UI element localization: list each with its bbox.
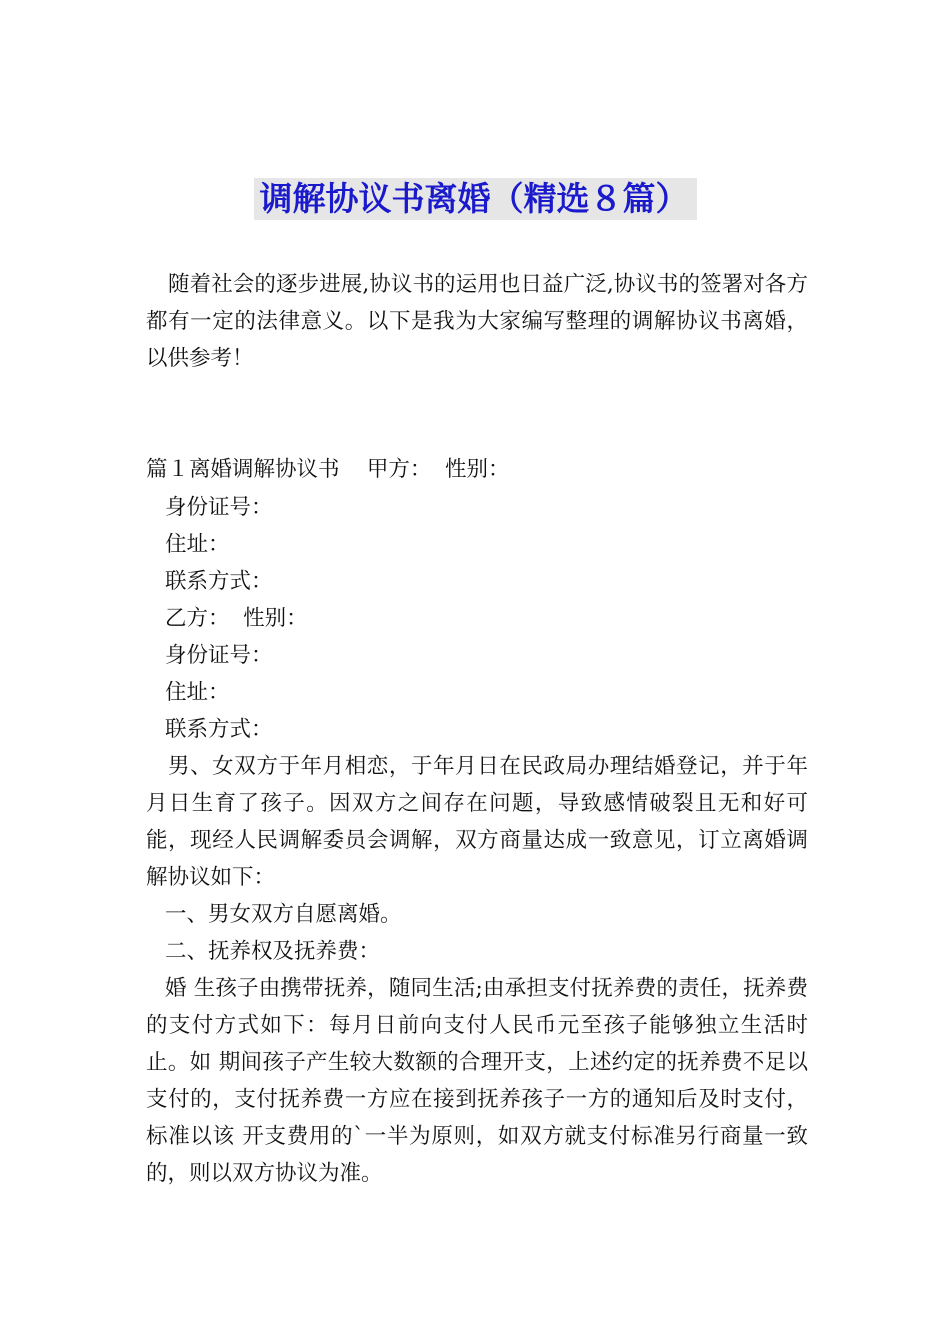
- field-address-b: 住址：: [165, 680, 230, 705]
- field-contact-b: 联系方式：: [165, 717, 273, 742]
- field-id-number-a: 身份证号：: [165, 495, 273, 520]
- clause-one: 一、男女双方自愿离婚。: [165, 902, 402, 927]
- party-fields-list: [165, 489, 805, 748]
- field-contact-a: 联系方式：: [165, 569, 273, 594]
- field-id-number-b: 身份证号：: [165, 643, 273, 668]
- agreement-body: [146, 748, 808, 1192]
- document-title: 调解协议书离婚（精选８篇）: [254, 178, 697, 220]
- section-heading: 篇１离婚调解协议书 甲方： 性别：: [146, 457, 510, 482]
- custody-support-paragraph: 婚 生孩子由携带抚养，随同生活;由承担支付抚养费的责任，抚养费的支付方式如下：每月日前向支付人民币元至孩子能够独立生活时止。如 期间孩子产生较大数额的合理开支，上述约定的抚养费不足以支付的，支付抚养费一方应在接到抚养孩子一方的通知后及时支付，标准以该 开支费用的`一半为原则，如双方就支付标准另行商量一致的，则以双方协议为准。: [146, 976, 808, 1186]
- field-address-a: 住址：: [165, 532, 230, 557]
- intro-paragraph: 随着社会的逐步进展,协议书的运用也日益广泛,协议书的签署对各方都有一定的法律意义。以下是我为大家编写整理的调解协议书离婚，以供参考！: [146, 272, 808, 371]
- field-party-b: 乙方： 性别：: [165, 606, 308, 631]
- background-paragraph: 男、女双方于年月相恋，于年月日在民政局办理结婚登记，并于年月日生育了孩子。因双方之间存在问题，导致感情破裂且无和好可能，现经人民调解委员会调解，双方商量达成一致意见，订立离婚调解协议如下：: [146, 754, 808, 890]
- clause-two-heading: 二、抚养权及抚养费：: [165, 939, 381, 964]
- title-container: [0, 178, 950, 220]
